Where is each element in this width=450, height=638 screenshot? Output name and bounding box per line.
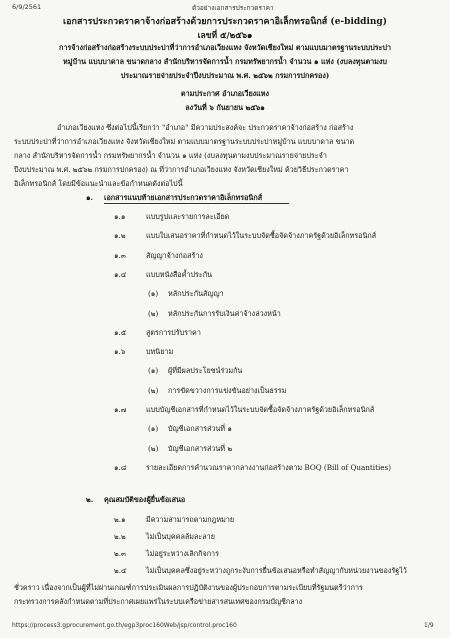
section-1-item-number: ๑.๔ [114,269,127,279]
announcer: ตามประกาศ อำเภอเวียงแหง [180,89,270,98]
print-date: 6/9/2561 [12,3,42,11]
section-1-item-number: ๑.๘ [114,462,127,472]
section-2-item-number: ๒.๑ [114,515,126,524]
intro-line-5: อิเล็กทรอนิกส์ โดยมีข้อแนะนำและข้อกำหนดดังต่อไปนี้ [14,179,183,188]
section-1-item-number: (๑) [148,289,159,299]
document-number: เลขที่ ๕/๒๕๖๑ [197,31,253,41]
section-1-item-text: หลักประกันการรับเงินค่าจ้างล่วงหน้า [168,308,281,318]
section-1-item-number: (๒) [148,385,159,395]
announcement-date: ลงวันที่ ๖ กันยายน ๒๕๖๑ [185,103,265,112]
section-2-item-text: ไม่อยู่ระหว่างเลิกกิจการ [146,549,219,558]
section-1-item-number: ๑.๓ [114,250,126,260]
section-1-underline [104,203,289,204]
section-1-item-number: (๒) [148,308,159,318]
intro-line-3: กลาง สำนักบริหารจัดการน้ำ กรมทรัพยากรน้ำ จำนวน ๑ แห่ง (งบลงทุนตามงบประมาณรายจ่ายประจำ [14,151,327,160]
document-title: เอกสารประกวดราคาจ้างก่อสร้างด้วยการประกวดราคาอิเล็กทรอนิกส์ (e-bidding) [63,17,387,27]
section-1-item-number: (๑) [148,366,159,376]
section-1-item-text: แบบรูปและรายการละเอียด [146,212,230,221]
subject-line-3: ประมาณรายจ่ายประจำปีงบประมาณ พ.ศ. ๒๕๖๒ กรมการปกครอง) [120,71,330,80]
section-2-item-text: ไม่เป็นบุคคลซึ่งอยู่ระหว่างถูกระงับการยื่นข้อเสนอหรือทำสัญญากับหน่วยงานของรัฐไว้ [146,566,407,575]
section-2-item-number: ๒.๔ [114,566,127,575]
section-1-item-text: บทนิยาม [146,347,174,357]
section-1-item-text: รายละเอียดการคำนวณราคากลางงานก่อสร้างตาม BOQ (Bill of Quantities) [146,462,392,472]
section-1-item-text: แบบใบเสนอราคาที่กำหนดไว้ในระบบจัดซื้อจัดจ้างภาครัฐด้วยอิเล็กทรอนิกส์ [146,231,377,241]
section-1-item-number: ๑.๕ [114,327,127,337]
section-1-item-text: การขัดขวางการแข่งขันอย่างเป็นธรรม [168,385,287,395]
section-1-item-text: บัญชีเอกสารส่วนที่ ๑ [168,424,232,434]
section-2-cont-line-2: กระทรวงการคลังกำหนดตามที่ประกาศเผยแพร่ในระบบเครือข่ายสารสนเทศของกรมบัญชีกลาง [14,597,303,606]
footer-url[interactable]: https://process3.gprocurement.go.th/egp3proc160Web/jsp/control.proc160 [12,622,237,629]
section-1-item-number: ๑.๗ [114,405,127,414]
section-1-number: ๑. [86,193,94,202]
section-1-item-text: สัญญาจ้างก่อสร้าง [146,250,203,260]
section-2-number: ๒. [86,495,94,504]
section-1-item-number: ๑.๑ [114,212,126,221]
section-2-item-text: มีความสามารถตามกฎหมาย [146,515,235,524]
intro-line-1: อำเภอเวียงแหง ซึ่งต่อไปนี้เรียกว่า "อำเภอ" มีความประสงค์จะ ประกวดราคาจ้างก่อสร้าง ก่อสร้าง [57,123,354,132]
section-1-item-text: แบบหนังสือค้ำประกัน [146,269,213,279]
intro-line-4: ปีงบประมาณ พ.ศ. ๒๕๖๒ กรมการปกครอง) ณ ที่ว่าการอำเภอเวียงแหง จังหวัดเชียงใหม่ ด้วยวิธีประกวดราคา [14,165,349,174]
section-1-item-number: (๒) [148,443,159,453]
page-number: 1/9 [424,622,434,629]
section-1-title: เอกสารแนบท้ายเอกสารประกวดราคาอิเล็กทรอนิกส์ [104,193,263,202]
section-1-item-number: ๑.๒ [114,231,126,241]
section-2-item-text: ไม่เป็นบุคคลล้มละลาย [146,532,215,541]
subject-line-1: การจ้างก่อสร้างก่อสร้างระบบประปาที่ว่าการอำเภอเวียงแหง จังหวัดเชียงใหม่ ตามแบบมาตรฐานระบบประปา [58,43,392,52]
section-2-item-number: ๒.๓ [114,549,126,558]
sample-label: ตัวอย่างเอกสารประกวดราคา [192,4,274,12]
section-2-item-number: ๒.๒ [114,532,126,541]
section-1-item-text: ผู้ที่มีผลประโยชน์ร่วมกัน [168,366,243,376]
section-2-cont-line-1: ชั่วคราว เนื่องจากเป็นผู้ที่ไม่ผ่านเกณฑ์การประเมินผลการปฏิบัติงานของผู้ประกอบการตามระเบียบที่รัฐมนตรีว่าการ [14,583,363,592]
intro-line-2: ระบบประปาที่ว่าการอำเภอเวียงแหง จังหวัดเชียงใหม่ ตามแบบมาตรฐานระบบประปาหมู่บ้าน แบบบาดาล ขนาด [14,137,355,146]
subject-line-2: หมู่บ้าน แบบบาดาล ขนาดกลาง สำนักบริหารจัดการน้ำ กรมทรัพยากรน้ำ จำนวน ๑ แห่ง (งบลงทุนตามงบ [63,57,387,66]
section-1-item-text: หลักประกันสัญญา [168,289,224,299]
section-1-item-text: สูตรการปรับราคา [146,327,201,337]
section-1-item-text: บัญชีเอกสารส่วนที่ ๒ [168,443,233,453]
section-1-item-number: ๑.๖ [114,347,126,357]
section-2-title: คุณสมบัติของผู้ยื่นข้อเสนอ [104,495,186,504]
section-1-item-number: (๑) [148,424,159,434]
section-1-item-text: แบบบัญชีเอกสารที่กำหนดไว้ในระบบจัดซื้อจัดจ้างภาครัฐด้วยอิเล็กทรอนิกส์ [146,405,375,414]
